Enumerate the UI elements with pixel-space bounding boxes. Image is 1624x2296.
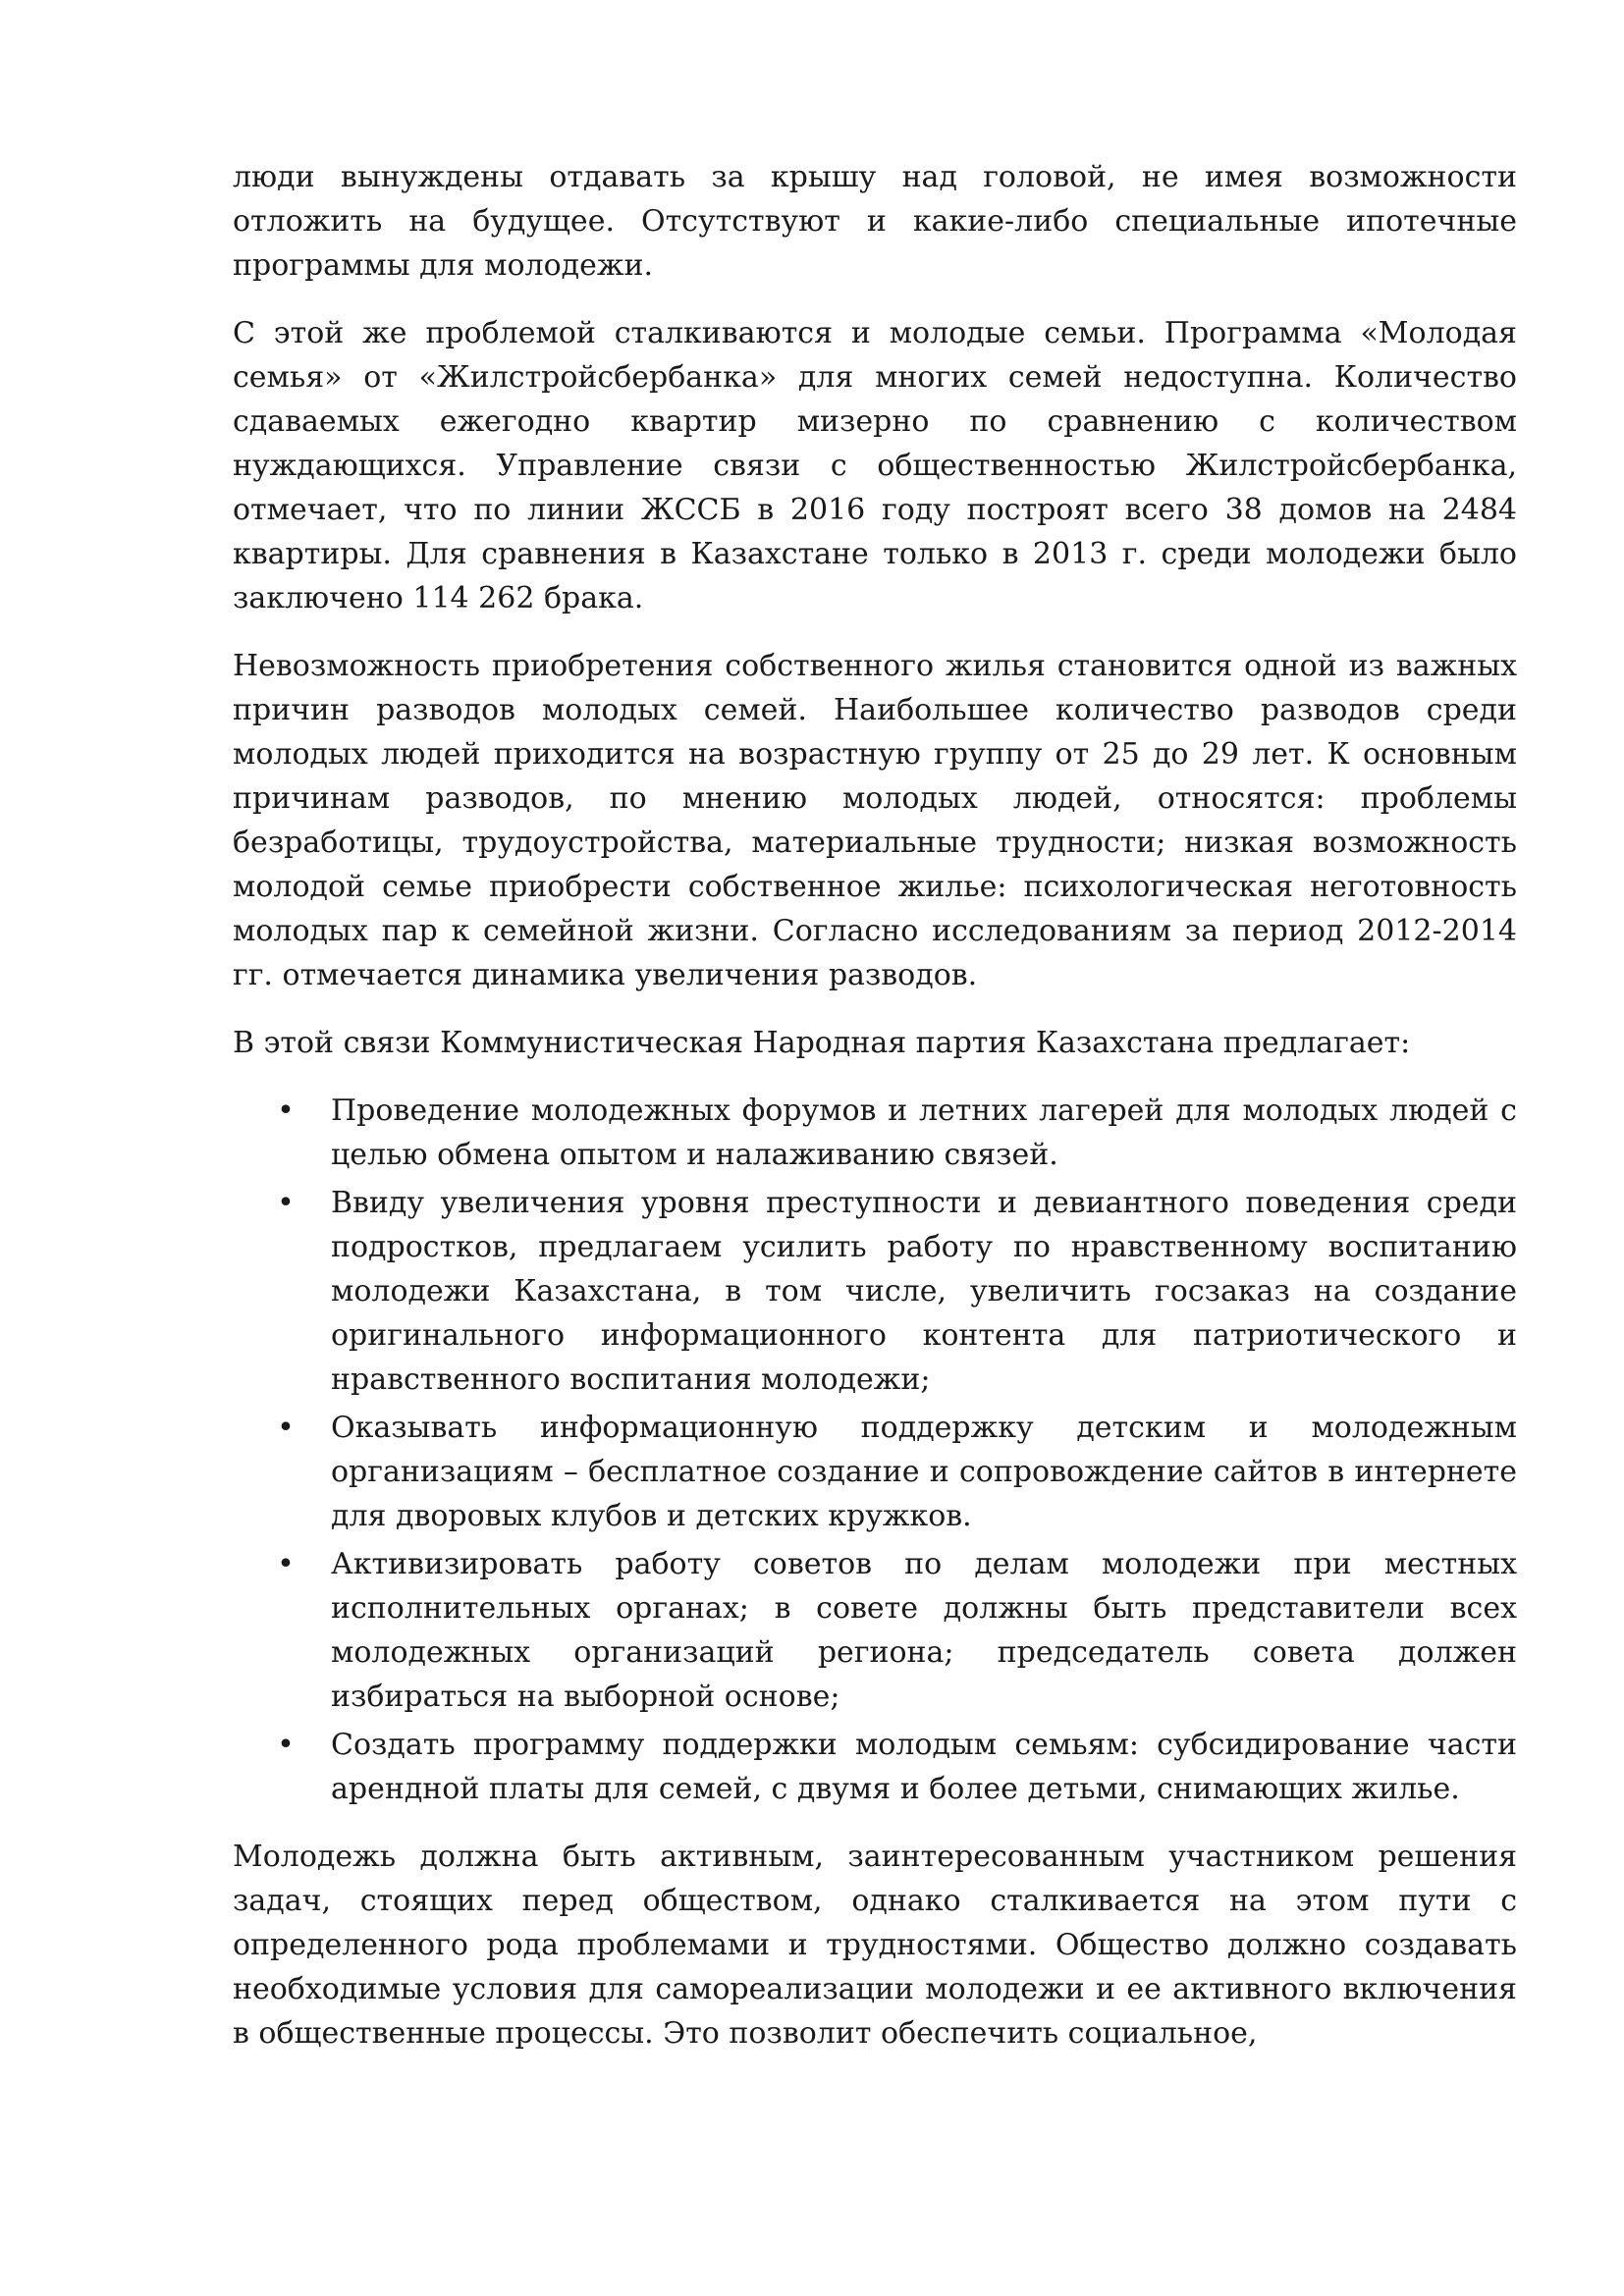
list-item [233,1723,1517,1811]
list-item-text: Активизировать работу советов по делам молодежи при местных исполнительных органах; в совете должны быть представители всех молодежных организаций региона; председатель совета должен избираться на выборной основе; [331,1547,1517,1714]
paragraph-housing-intro: люди вынуждены отдавать за крышу над головой, не имея возможности отложить на будущее. Отсутствуют и какие-либо специальные ипотечные программы для молодежи. [233,160,1517,283]
list-item-text: Ввиду увеличения уровня преступности и девиантного поведения среди подростков, предлагаем усилить работу по нравственному воспитанию молодежи Казахстана, в том числе, увеличить госзаказ на создание оригинального информационного контента для патриотического и нравственного воспитания молодежи; [331,1186,1517,1397]
bullet-icon: • [277,1094,295,1128]
list-item [233,1406,1517,1538]
bullet-icon: • [277,1728,295,1762]
proposals-list [233,1089,1517,1811]
list-item-text: Создать программу поддержки молодым семьям: субсидирование части арендной платы для семей, с двумя и более детьми, снимающих жилье. [331,1728,1517,1806]
paragraph-young-families: С этой же проблемой сталкиваются и молодые семьи. Программа «Молодая семья» от «Жилстройсбербанка» для многих семей недоступна. Количество сдаваемых ежегодно квартир мизерно по сравнению с количеством нуждающихся. Управление связи с общественностью Жилстройсбербанка, отмечает, что по линии ЖССБ в 2016 году построят всего 38 домов на 2484 квартиры. Для сравнения в Казахстане только в 2013 г. среди молодежи было заключено 114 262 брака. [233,316,1517,615]
bullet-icon: • [277,1411,295,1445]
list-item [233,1181,1517,1402]
paragraph-proposals-lead: В этой связи Коммунистическая Народная партия Казахстана предлагает: [233,1026,1411,1060]
bullet-icon: • [277,1186,295,1220]
paragraph-closing: Молодежь должна быть активным, заинтересованным участником решения задач, стоящих перед обществом, однако сталкивается на этом пути с определенного рода проблемами и трудностями. Общество должно создавать необходимые условия для самореализации молодежи и ее активного включения в общественные процессы. Это позволит обеспечить социальное, [233,1840,1517,2051]
list-item [233,1089,1517,1177]
list-item-text: Оказывать информационную поддержку детским и молодежным организациям – бесплатное создание и сопровождение сайтов в интернете для дворовых клубов и детских кружков. [331,1411,1517,1533]
paragraph-divorces: Невозможность приобретения собственного жилья становится одной из важных причин разводов молодых семей. Наибольшее количество разводов среди молодых людей приходится на возрастную группу от 25 до 29 лет. К основным причинам разводов, по мнению молодых людей, относятся: проблемы безработицы, трудоустройства, материальные трудности; низкая возможность молодой семье приобрести собственное жилье: психологическая неготовность молодых пар к семейной жизни. Согласно исследованиям за период 2012-2014 гг. отмечается динамика увеличения разводов. [233,649,1517,992]
bullet-icon: • [277,1547,295,1581]
document-page [233,155,1517,2079]
list-item [233,1542,1517,1719]
list-item-text: Проведение молодежных форумов и летних лагерей для молодых людей с целью обмена опытом и налаживанию связей. [331,1094,1517,1172]
